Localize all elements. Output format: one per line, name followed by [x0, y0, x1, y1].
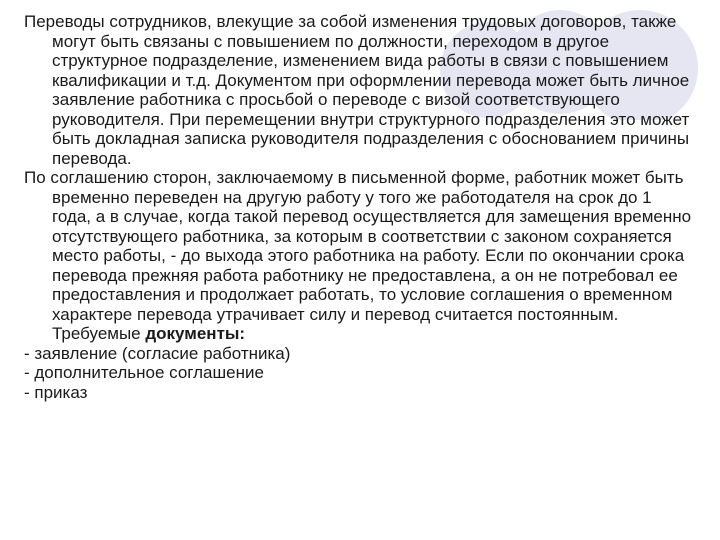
- paragraph-temporary-transfer: [24, 168, 694, 344]
- list-item-application: - заявление (согласие работника): [24, 343, 291, 363]
- paragraph-temporary-transfer-text: По соглашению сторон, заключаемому в письменной форме, работник может быть временно переведен на другую работу у того же работодателя на срок до 1 года, а в случае, когда такой перевод осуществляется для замещения временно отсутствующего работника, за которым в соответствии с законом сохраняется место работы, - до выхода этого работника на работу. Если по окончании срока перевода прежняя работа работнику не предоставлена, а он не потребовал ее предоставления и продолжает работать, то условие соглашения о временном характере перевода утрачивает силу и перевод считается постоянным. Требуемые: [24, 168, 692, 343]
- list-item-agreement: - дополнительное соглашение: [24, 363, 264, 382]
- paragraph-transfers: Переводы сотрудников, влекущие за собой изменения трудовых договоров, также могут быть связаны с повышением по должности, переходом в другое структурное подразделение, изменением вида работы в связи с повышением квалификации и т.д. Документом при оформлении перевода может быть личное заявление работника с просьбой о переводе с визой соответствующего руководителя. При перемещении внутри структурного подразделения это может быть докладная записка руководителя подразделения с обоснованием причины перевода.: [24, 12, 690, 168]
- list-item-order: - приказ: [24, 382, 88, 402]
- documents-heading: документы:: [145, 324, 246, 343]
- slide-text: [24, 12, 694, 402]
